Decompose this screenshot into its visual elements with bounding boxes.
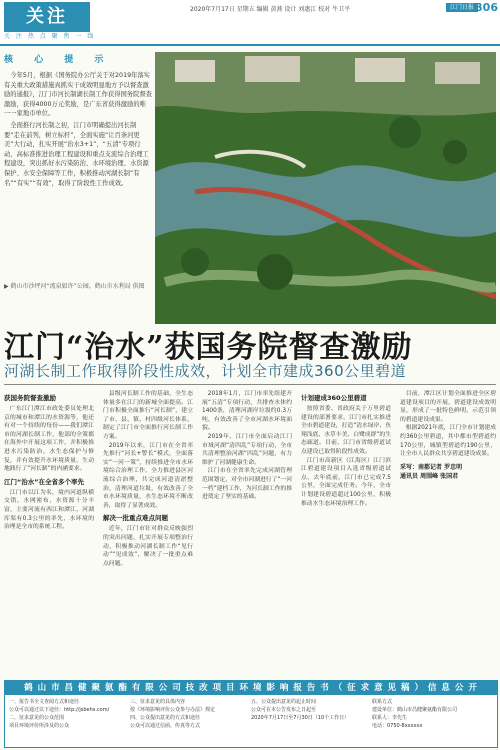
subheadline: 河湖长制工作取得阶段性成效，计划全市建成360公里碧道 (4, 362, 407, 380)
article-paragraph: 县级河长制工作的基础，全生态体量多在江门的新城全面提高。江门市积极全面推行“河长制”，建立了市、县、镇、村四级河长体系，制定了江门市全面推行河长制工作方案。 (103, 391, 193, 440)
article-paragraph: 根据2021年底，江门全市计划建成约360公里碧道，其中都市型碧道约170公里，城镇型碧道约190公里，让全市人民群众共享碧道建设成果。 (400, 425, 496, 458)
masthead (0, 0, 500, 46)
article-column (400, 390, 496, 678)
section-heading: 江门“治水”在全省多个率先 (4, 477, 85, 486)
headline: 江门“治水”获国务院督查激励 (4, 330, 413, 365)
section-slogan: 关 注 热 点 聚 焦 一 线 (4, 33, 96, 40)
article-paragraph: 2019年以来，江门市在全省率先推行“河长+警长”模式，全面落实“一河一策”，持续推进全市水环境综合治理工作，全力推进县区河流综合治理，共完成河道清淤整治，清理河道垃圾，有效改善了全市水环境质量，水生态环境不断改善，取得了显著成效。 (103, 442, 193, 509)
photo-caption: ▶ 鹤山市沙坪河“流泉如许”公园。鹤山市水利局 供图 (4, 283, 145, 290)
page-number: B06 (474, 1, 498, 14)
divider (4, 384, 496, 385)
public-notice-ad (4, 680, 498, 748)
sidebar-title: 核 心 提 示 (4, 55, 113, 65)
article-paragraph: 目前，潭江区计划全面推进全区碧道建设项目的开展，碧道建设成效明显，形成了一批特色鲜明、示范引领的碧道建设成果。 (400, 391, 496, 423)
article-column (103, 390, 193, 678)
section-heading: 获国务院督查激励 (4, 394, 56, 402)
byline: 采写：南都记者 罗忠明 通讯员 周围峰 张国君 (400, 463, 463, 480)
sidebar-paragraph: 全面推行河长制之初，江门市明确提出河长制要“走在前列，树立标杆”，全面实施“让百条河更美”大行动，扎实开展“治水3+1”，“五清”专项行动，高标准推进治理工程建设和重点支流综合治理工程建设，突出抓好水污染防治、水环境治理、水资源保护、水安全保障等工作，积极推动河湖长制“有名”“有实”“有效”，取得了阶段性工作成效。 (4, 121, 149, 187)
article-paragraph: 按照省委、省政府关于万里碧道建设的部署要求，江门市扎实推进全市碧道建设，打造“清水绿岸、鱼翔浅底、水草丰美、白鹭成群”的生态廊道。目前，江门市省级碧道试点建设已取得阶段性成效。 (301, 406, 391, 455)
ad-column: 三、征求意见的具体内容 按《环境影响评价公众参与办法》规定 四、公众提出意见的方式和途径 公众可以通过信函、传真等方式 (130, 699, 216, 729)
key-points-sidebar (4, 52, 152, 320)
article-column (202, 390, 292, 678)
article-paragraph: 2019年，江门市全面启动江门市域河湖“清四乱”专项行动，全市共清理整治河湖“四乱”问题，有力维护了河湖健康生命。 (202, 433, 292, 466)
section-heading: 计划建成360公里碧道 (301, 394, 367, 402)
ad-column: 五、公众提出意见的起止时间 公众可在本公告发布之日起至 2020年7月17日至7月30日（10个工作日） (251, 699, 350, 721)
section-logo: 关注 (4, 2, 90, 32)
article-paragraph: 2018年1月，江门市率先组建开展“五清”专项行动，共排查水体约1400条，清理河湖岸垃圾约0.3万吨，有效改善了全市河湖水环境面貌。 (202, 391, 292, 432)
article-paragraph: 江门市高新区（江海区）江门滨江碧道建设项目入选省级碧道试点，去年底前，江门市已完成7.5公里，全面完成任务。今年，全市计划建设碧道超过100公里，积极推动水生态环境治理工作。 (301, 457, 391, 507)
ad-column: 联系方式 建设单位：鹤山市昌健聚氨酯有限公司 联系人：李先生 电话：0750-8xxxxxx (372, 699, 458, 729)
ad-title: 鹤 山 市 昌 健 聚 氨 酯 有 限 公 司 技 改 项 目 环 境 影 响 报 告 书 （ 征 求 意 见 稿 ） 信 息 公 开 (5, 681, 497, 695)
sidebar-paragraph: 今年5月，根据《国务院办公厅关于对2019年落实有关重大政策措施真抓实干成效明显地方予以督查激励的通报》，江门市河长制湖长制工作获得国务院督查激励，获得4000万元奖励，是广东省获得激励的唯一一家地市单位。 (4, 72, 152, 118)
park-aerial-photo (155, 52, 496, 324)
article-paragraph: 江门市在全省率先完成河湖管理范围划定，对全市河湖进行了“一河一档”建档工作，为河长制工作的推进奠定了坚实的基础。 (202, 468, 292, 501)
article-column (4, 390, 94, 678)
section-heading: 解决一批重点难点问题 (103, 514, 168, 523)
article-paragraph: 广东江门潭江市政处委员处理北京的城市和潭江的水资源等，他还有对一个持续的每份——我们潭江市的河湖长制工作，他部的全策都在海外中开展这项工作，并积极推进水污染防治、水生态保护与修复，并有效提升水环境质量，生动地践行了“河长制”的内涵要求。 (4, 406, 94, 473)
ad-column: 一、报告书全文查阅方式和途径 公众可以通过以下途径：http://jsbehs.com/ 二、征求意见的公众范围 项目环境评价所涉及的公众 (9, 699, 110, 729)
article-paragraph: 江门市以江为名，境内河道纵横交错，水网密布，水资源十分丰富，主要河流有西江和潭江，河湖库渠有0.3公里的率先，水环境的治理是全市的系统工程。 (4, 489, 94, 531)
dateline: 2020年7月17日 星期五 编辑 黄燕 设计 刘惠江 校对 牛卫平 (190, 6, 351, 13)
newspaper-name: 江门日报 (446, 3, 478, 12)
article-column (301, 390, 391, 678)
article-paragraph: 近年，江门市针对群众反映强烈的突出问题，扎实开展专项整治行动，积极推动河湖长制工作“见行动”“见成效”，解决了一批重点难点问题。 (103, 526, 193, 567)
